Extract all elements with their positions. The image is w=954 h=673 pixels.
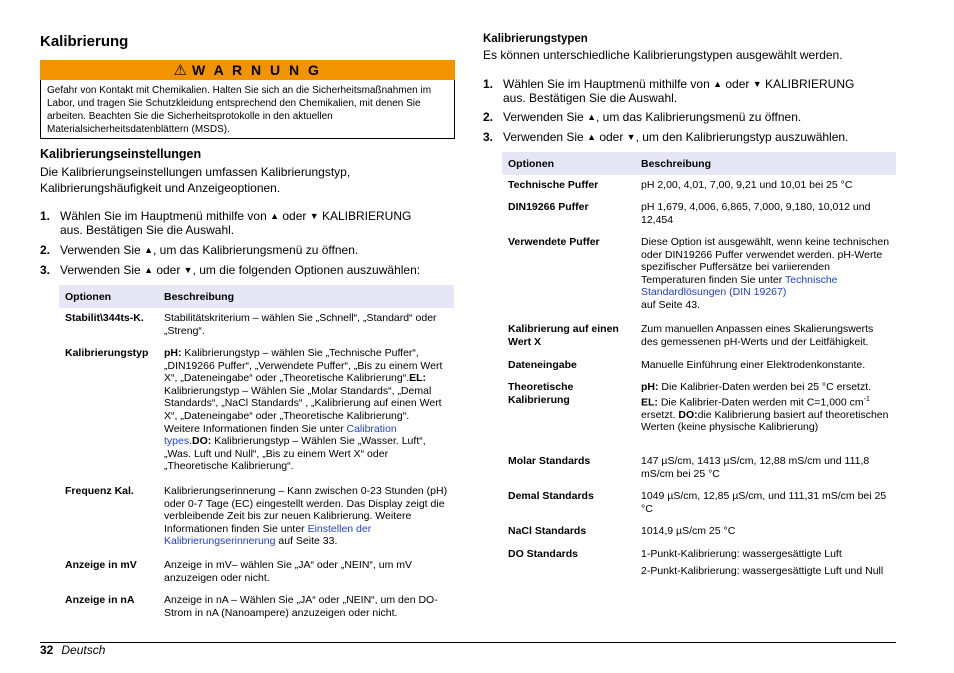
arrow-down-icon: ▼ [183,265,193,275]
arrow-up-icon: ▲ [144,265,153,275]
warning-triangle-icon: ⚠ [173,61,187,79]
right-table-header: Optionen Beschreibung [502,152,896,175]
warning-text: Gefahr von Kontakt mit Chemikalien. Halten Sie sich an die Sicherheitsmaßnahmen im Labor, und tragen Sie Schutzkleidung entsprechend den Chemikalien, mit denen Sie arbeiten. Beachten Sie die Sicherheitsprotokolle in den aktuellen Materialsicherheitsdatenblättern (MSDS). [40,80,455,139]
arrow-up-icon: ▲ [144,245,153,255]
types-intro: Es können unterschiedliche Kalibrierungstypen ausgewählt werden. [483,48,843,62]
right-step-3: 3. Verwenden Sie ▲ oder ▼, um den Kalibrierungstyp auszuwählen. [483,130,849,144]
footer-language: Deutsch [61,643,106,657]
technical-standards-link[interactable]: Technische Standardlösungen (DIN 19267) [641,273,838,299]
page-title: Kalibrierung [40,33,129,50]
settings-intro: Die Kalibrierungseinstellungen umfassen Kalibrierungstyp, Kalibrierungshäufigkeit und Anzeigeoptionen. [40,165,351,195]
footer-divider [40,642,896,643]
arrow-down-icon: ▼ [626,132,636,142]
calibration-reminder-link[interactable]: Einstellen der Kalibrierungserinnerung [164,522,372,548]
footer [40,643,105,657]
arrow-up-icon: ▲ [587,132,596,142]
page-number: 32 [40,643,54,657]
left-step-3: 3. Verwenden Sie ▲ oder ▼, um die folgenden Optionen auszuwählen: [40,263,421,277]
section-title-types: Kalibrierungstypen [483,33,588,45]
section-title-settings: Kalibrierungseinstellungen [40,147,202,161]
right-step-2: 2. Verwenden Sie ▲, um das Kalibrierungsmenü zu öffnen. [483,110,802,124]
calibration-types-link[interactable]: Calibration types [164,422,397,448]
left-step-2: 2. Verwenden Sie ▲, um das Kalibrierungsmenü zu öffnen. [40,243,359,257]
arrow-down-icon: ▼ [752,79,762,89]
left-step-1: 1. Wählen Sie im Hauptmenü mithilfe von ▲ oder ▼ KALIBRIERUNG aus. Bestätigen Sie die Auswahl. [40,209,412,237]
arrow-up-icon: ▲ [713,79,723,89]
arrow-up-icon: ▲ [270,211,280,221]
arrow-down-icon: ▼ [309,211,319,221]
arrow-up-icon: ▲ [587,112,596,122]
warning-banner [40,60,455,80]
right-step-1: 1. Wählen Sie im Hauptmenü mithilfe von ▲ oder ▼ KALIBRIERUNG aus. Bestätigen Sie die Auswahl. [483,77,855,105]
left-table-header: Optionen Beschreibung [59,285,454,308]
warning-label: W A R N U N G [191,62,322,78]
